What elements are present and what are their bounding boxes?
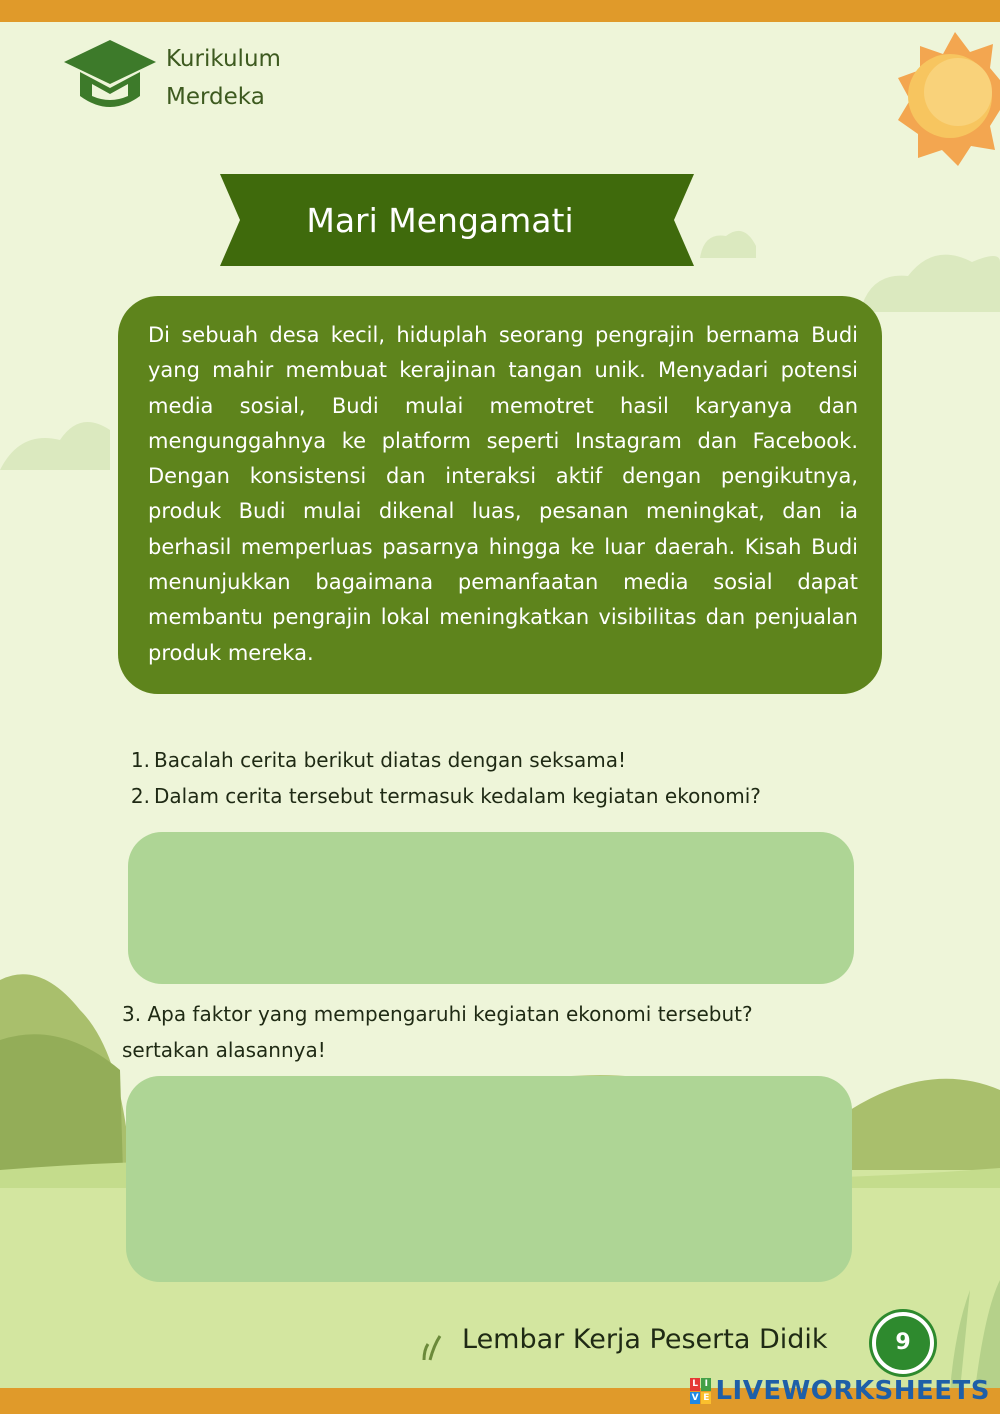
answer-field-2[interactable] <box>126 1076 852 1282</box>
logo-line-1: Kurikulum <box>166 46 281 72</box>
answer-field-1[interactable] <box>128 832 854 984</box>
brand-mark-letter: L <box>690 1378 700 1391</box>
page-number-badge: 9 <box>872 1312 934 1374</box>
question-3 <box>122 996 842 1068</box>
question-text: Bacalah cerita berikut diatas dengan seksama! <box>154 748 627 772</box>
story-box <box>118 296 882 694</box>
logo-line-2: Merdeka <box>166 84 265 110</box>
question-3-line-1: 3. Apa faktor yang mempengaruhi kegiatan ekonomi tersebut? <box>122 1002 753 1026</box>
liveworksheets-logo <box>690 1374 990 1408</box>
question-text: Dalam cerita tersebut termasuk kedalam kegiatan ekonomi? <box>154 784 761 808</box>
question-number: 2. <box>130 784 150 808</box>
brand-mark-letter: E <box>701 1392 711 1405</box>
story-text: Di sebuah desa kecil, hiduplah seorang pengrajin bernama Budi yang mahir membuat kerajinan tangan unik. Menyadari potensi media sosial, Budi mulai memotret hasil karyanya dan mengunggahnya ke platform seperti Instagram dan Facebook. Dengan konsistensi dan interaksi aktif dengan pengikutnya, produk Budi mulai dikenal luas, pesanan meningkat, dan ia berhasil memperluas pasarnya hingga ke luar daerah. Kisah Budi menunjukkan bagaimana pemanfaatan media sosial dapat membantu pengrajin lokal meningkatkan visibilitas dan penjualan produk mereka. <box>148 323 858 665</box>
brand-mark-letter: V <box>691 1392 699 1403</box>
question-item <box>126 742 846 778</box>
question-3-line-2: sertakan alasannya! <box>122 1038 326 1062</box>
footer-title: Lembar Kerja Peserta Didik <box>462 1324 828 1355</box>
liveworksheets-mark-icon <box>690 1378 711 1404</box>
sun-icon <box>898 32 1000 166</box>
section-title: Mari Mengamati <box>306 201 574 240</box>
question-number: 1. <box>130 748 150 772</box>
question-item <box>126 778 846 814</box>
curriculum-logo-text <box>166 40 326 116</box>
brand-mark-letter: I <box>701 1378 711 1391</box>
graduation-cap-icon <box>62 38 158 114</box>
liveworksheets-brand: LIVEWORKSHEETS <box>715 1376 990 1406</box>
question-list <box>126 742 846 814</box>
